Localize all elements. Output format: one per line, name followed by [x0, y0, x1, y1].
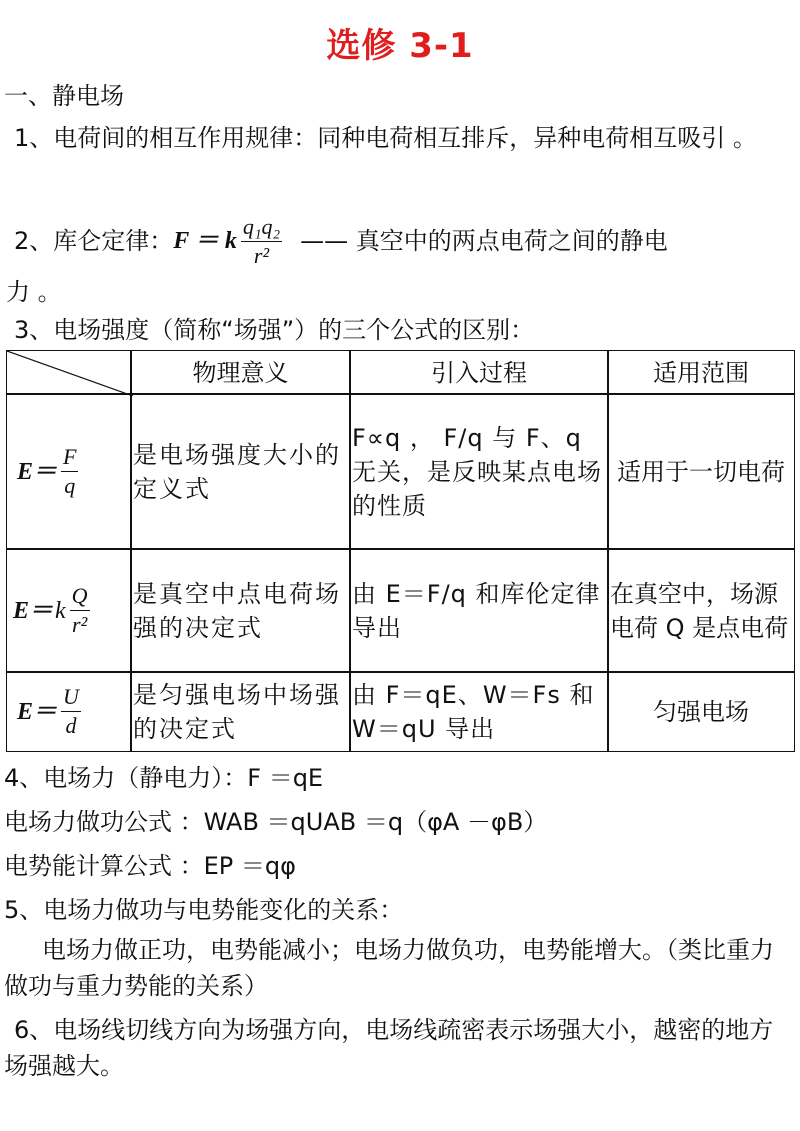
coulomb-numerator: q₁q₂ [241, 215, 282, 242]
table-row-1-meaning: 是电场强度大小的定义式 [130, 393, 351, 550]
table-corner-cell [6, 350, 132, 395]
page-title: 选修 3-1 [326, 26, 474, 66]
coulomb-denominator: r² [253, 242, 270, 268]
section-heading: 一、静电场 [4, 82, 124, 110]
row-3-denominator: d [65, 713, 77, 738]
item-1-text: 1、电荷间的相互作用规律：同种电荷相互排斥，异种电荷相互吸引 。 [14, 124, 757, 152]
energy-formula: 电势能计算公式 ：EP ＝qφ [4, 852, 296, 880]
table-row-2-scope: 在真空中，场源电荷 Q 是点电荷 [607, 548, 795, 673]
table-row-1-process: F∝q ， F/q 与 F、q 无关，是反映某点电场的性质 [349, 393, 609, 550]
coulomb-fraction [241, 215, 282, 268]
row-2-numerator: Q [70, 584, 90, 611]
table-row-3-formula [6, 671, 132, 752]
table-header-process: 引入过程 [349, 350, 609, 395]
row-1-formula-lhs: E＝ [17, 458, 58, 485]
item-2-suffix-line-2: 力 。 [6, 278, 62, 306]
row-2-formula-lhs: E＝ [13, 597, 54, 624]
item-5-body: 电场力做正功，电势能减小；电场力做负功，电势能增大。（类比重力做功与重力势能的关系） [4, 936, 774, 1000]
work-formula: 电场力做功公式 ：WAB ＝qUAB ＝q（φA －φB） [4, 808, 548, 836]
item-2-prefix: 2、库仑定律： [14, 227, 174, 255]
field-strength-table [6, 350, 795, 752]
row-1-denominator: q [64, 473, 76, 498]
table-row-3-meaning: 是匀强电场中场强的决定式 [130, 671, 351, 752]
table-row-1-scope: 适用于一切电荷 [607, 393, 795, 550]
row-2-fraction [70, 584, 90, 637]
item-2 [14, 208, 668, 274]
row-2-denominator: r² [72, 612, 88, 637]
item-4-text: 4、电场力（静电力）：F ＝qE [4, 764, 324, 792]
row-2-constant-k: k [55, 597, 66, 624]
row-1-numerator: F [61, 445, 78, 472]
item-2-suffix: —— 真空中的两点电荷之间的静电 [300, 227, 668, 255]
diagonal-line [7, 351, 133, 396]
table-row-3-process: 由 F＝qE、W＝Fs 和 W＝qU 导出 [349, 671, 609, 752]
table-row-3-scope: 匀强电场 [607, 671, 795, 752]
item-5-heading: 5、电场力做功与电势能变化的关系： [4, 896, 404, 924]
item-6-text: 6、电场线切线方向为场强方向，电场线疏密表示场强大小，越密的地方场强越大。 [4, 1016, 774, 1080]
row-3-fraction [61, 685, 81, 738]
table-header-scope: 适用范围 [607, 350, 795, 395]
row-3-numerator: U [61, 685, 81, 712]
row-1-fraction [61, 445, 78, 498]
row-3-formula-lhs: E＝ [17, 698, 58, 725]
table-header-meaning: 物理意义 [130, 350, 351, 395]
table-row-2-process: 由 E＝F/q 和库伦定律导出 [349, 548, 609, 673]
table-row-2-meaning: 是真空中点电荷场强的决定式 [130, 548, 351, 673]
table-row-2-formula [6, 548, 132, 673]
item-3-heading: 3、电场强度（简称“场强”）的三个公式的区别： [14, 316, 535, 344]
table-row-1-formula [6, 393, 132, 550]
coulomb-formula-lhs: F ＝ k [173, 228, 237, 254]
